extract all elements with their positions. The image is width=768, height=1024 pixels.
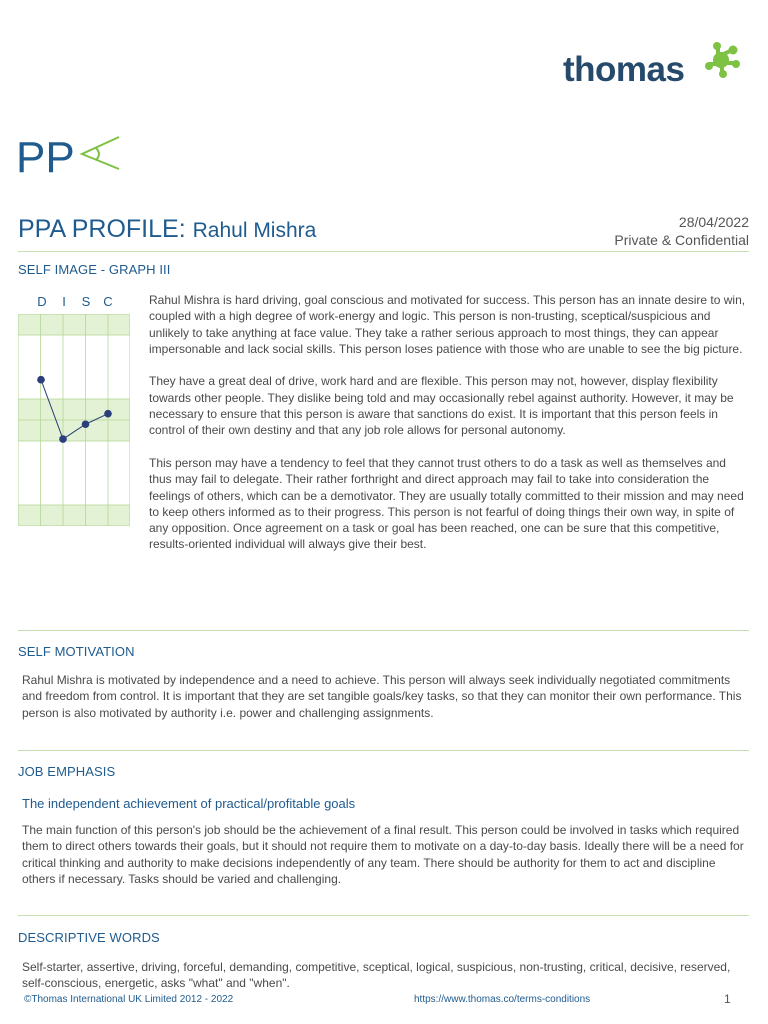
divider: [18, 630, 749, 631]
self-image-paragraph-2: They have a great deal of drive, work hard and are flexible. This person may not, however, display flexibility towards other people. They dislike being told and may occasionally rebel against authority. However, it may be necessary to ensure that this person is aware that sanctions do exist. It is important that this person feels in control of their own destiny and that any job role allows for personal autonomy.: [149, 374, 734, 438]
self-image-paragraph-1: Rahul Mishra is hard driving, goal conscious and motivated for success. This person has an innate desire to win, coupled with a high degree of work-energy and logic. This person is non-trusting, sceptical/suspicious and unlikely to take anything at face value. They take a rather serious approach to most things, they can appear impersonable and lack social skills. This person loses patience with those who are unable to see the big picture.: [149, 293, 746, 356]
job-emphasis-subtitle: The independent achievement of practical/profitable goals: [22, 796, 356, 811]
self-motivation-title: SELF MOTIVATION: [18, 644, 135, 659]
ppa-logo-icon: [16, 132, 126, 178]
footer-copyright: ©Thomas International UK Limited 2012 - 2022: [24, 994, 234, 1005]
job-emphasis-title: JOB EMPHASIS: [18, 764, 116, 779]
self-image-paragraph-3: This person may have a tendency to feel that they cannot trust others to do a task as well as themselves and thus may fail to delegate. Their rather forthright and direct approach may fail to take into consideration the feelings of others, which can be a demotivator. They are usually totally committed to their mission and may need to keep others informed as to their progress. This person is not fearful of doing things their own way, in spite of any opposition. Once agreement on a task or goal has been reached, one can be sure that this competitive, results-oriented individual will always give their best.: [149, 455, 744, 552]
self-image-title: SELF IMAGE - GRAPH III: [18, 262, 171, 277]
page-title: [18, 215, 316, 244]
job-emphasis-text: The main function of this person's job should be the achievement of a final result. This person could be involved in tasks which required them to direct others towards their goals, but it should not require them to motivate on a day-to-day basis. Ideally there will be a need for critical thinking and authority to make decisions independently of any team. There should be authority for them to act and discipline others if necessary. Tasks should be varied and challenging.: [22, 823, 744, 886]
self-image-text: [149, 292, 749, 569]
ppa-logo-text: PP: [16, 133, 75, 178]
title-prefix: PPA PROFILE:: [18, 215, 186, 243]
candidate-name: Rahul Mishra: [192, 219, 317, 242]
disc-label-c: C: [103, 294, 113, 309]
confidentiality-label: Private & Confidential: [614, 232, 749, 248]
divider: [18, 750, 749, 751]
disc-point-i: [59, 435, 67, 443]
disc-point-c: [104, 410, 112, 418]
descriptive-words-text: Self-starter, assertive, driving, forceful, demanding, competitive, sceptical, logical, suspicious, non-trusting, critical, decisive, reserved, self-conscious, energetic, asks "what" and "when".: [22, 960, 731, 991]
page-number: 1: [724, 992, 731, 1006]
thomas-logo-splat-icon: [703, 40, 743, 82]
disc-label-i: I: [62, 294, 66, 309]
ppa-logo: [16, 132, 126, 183]
disc-graph-plot: [18, 314, 130, 526]
divider: [18, 251, 749, 252]
report-date: 28/04/2022: [678, 214, 749, 230]
disc-point-s: [82, 420, 90, 428]
disc-label-d: D: [37, 294, 47, 309]
footer-terms-link[interactable]: https://www.thomas.co/terms-conditions: [414, 994, 591, 1005]
disc-label-s: S: [81, 294, 91, 309]
self-motivation-text: Rahul Mishra is motivated by independence and a need to achieve. This person will always seek individually negotiated commitments and freedom from control. It is important that they are set tangible goals/key tasks, so that they can monitor their own performance. This person is also motivated by authority i.e. power and challenging assignments.: [22, 673, 742, 720]
divider: [18, 915, 749, 916]
thomas-logo-text: thomas: [563, 50, 685, 89]
disc-point-d: [37, 376, 45, 384]
disc-graph: [18, 294, 130, 526]
descriptive-words-title: DESCRIPTIVE WORDS: [18, 930, 160, 945]
